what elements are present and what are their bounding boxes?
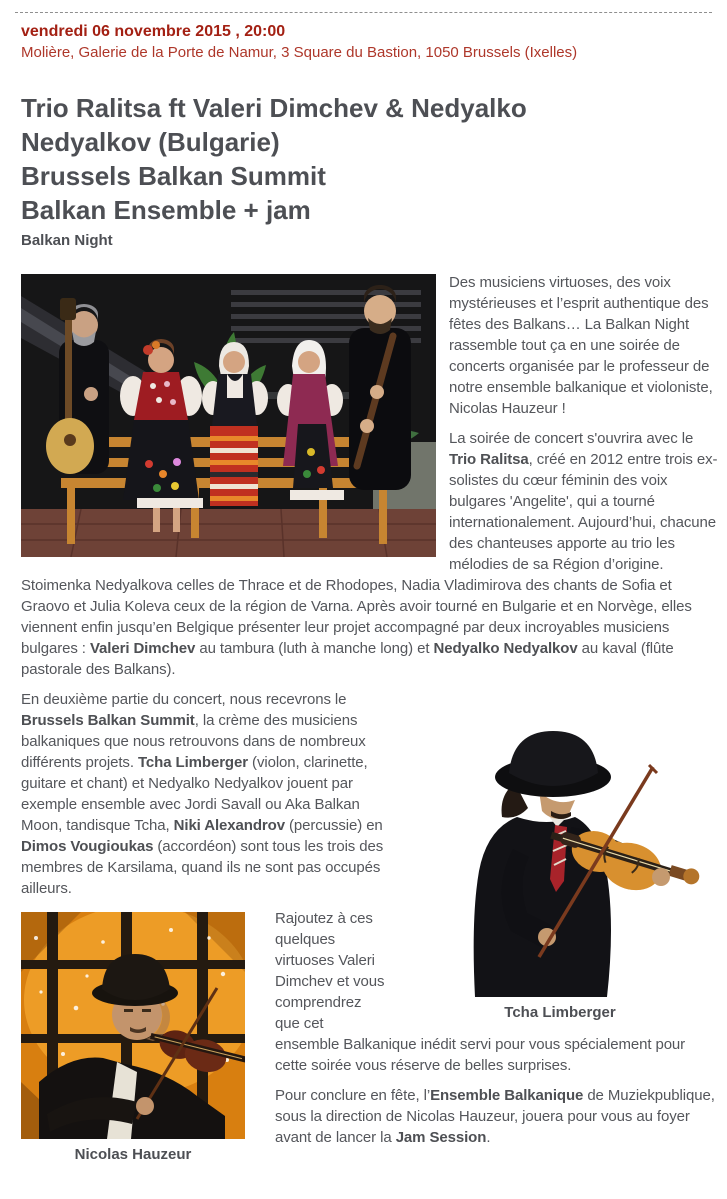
event-page — [0, 12, 727, 1163]
title-line-main: Trio Ralitsa ft Valeri Dimchev & Nedyalko Nedyalkov (Bulgarie) — [21, 93, 527, 157]
title-line-ensemble: Balkan Ensemble + jam — [21, 195, 311, 225]
tcha-photo-figure — [399, 691, 721, 1023]
tcha-caption: Tcha Limberger — [504, 1004, 616, 1021]
paragraph-conclusion: Pour conclure en fête, l’Ensemble Balkanique de Muziekpublique, sous la direction de Nicolas Hauzeur, jouera pour vous au foyer avant de lancer la Jam Session. — [275, 1087, 715, 1146]
paragraph-balkan-summit: En deuxième partie du concert, nous recevrons le Brussels Balkan Summit, la crème des musiciens balkaniques que nous retrouvons dans de nombreux différents projets. Tcha Limberger (violon, clarinette, guitare et chant) et Nedyalko Nedyalkov jouent par exemple ensemble avec Jordi Savall ou Aka Balkan Moon, tandisque Tcha, Niki Alexandrov (percussie) en Dimos Vougioukas (accordéon) sont tous les trois des membres de Karsilama, quand ils ne sont pas occupés ailleurs. — [21, 691, 384, 897]
nicolas-caption: Nicolas Hauzeur — [74, 1146, 192, 1163]
event-venue: Molière, Galerie de la Porte de Namur, 3 Square du Bastion, 1050 Brussels (Ixelles) — [21, 44, 578, 61]
tcha-photo-illustration — [399, 691, 721, 997]
paragraph-intro: Des musiciens virtuoses, des voix mystérieuses et l’esprit authentique des fêtes des Balkans… La Balkan Night rassemble tout ça en une soirée de concerts organisée par le professeur de notre ensemble balkanique et violoniste, Nicolas Hauzeur ! — [449, 274, 713, 417]
nicolas-photo-figure — [21, 912, 245, 1165]
group-photo — [21, 274, 436, 557]
event-header — [21, 22, 721, 62]
paragraph-rajoutez: Rajoutez à ces quelques virtuoses Valeri Dimchev et vous comprendrez que cet ensemble Balkanique inédit servi pour vous spécialement pour cette soirée vous réserve de belles surprises. — [275, 910, 686, 1074]
event-date: vendredi 06 novembre 2015 , 20:00 — [21, 23, 286, 40]
event-subtitle: Balkan Night — [21, 232, 113, 249]
article-body — [0, 272, 727, 1163]
paragraph-trio-ralitsa: La soirée de concert s'ouvrira avec le Trio Ralitsa, créé en 2012 entre trois ex-solistes du cœur féminin des voix bulgares 'Angelite', qui a tourné internationalement. Aujourd’hui, chacune des chanteuses apporte au trio les mélodies de sa Région d’origine. Stoimenka Nedyalkova celles de Thrace et de Rhodopes, Nadia Vladimirova des chants de Sofia et Graovo et Julia Koleva ceux de la région de Varna. Après avoir tourné en Bulgarie et en Norvège, elles viennent enfin jusqu’en Belgique présenter leur projet accompagné par deux incroyables musiciens bulgares : Valeri Dimchev au tambura (luth à manche long) et Nedyalko Nedyalkov au kaval (flûte pastorale des Balkans). — [21, 430, 718, 678]
group-photo-illustration — [21, 274, 436, 557]
title-line-summit: Brussels Balkan Summit — [21, 161, 326, 191]
top-divider — [15, 12, 712, 13]
nicolas-photo-illustration — [21, 912, 245, 1139]
page-title — [21, 91, 646, 227]
